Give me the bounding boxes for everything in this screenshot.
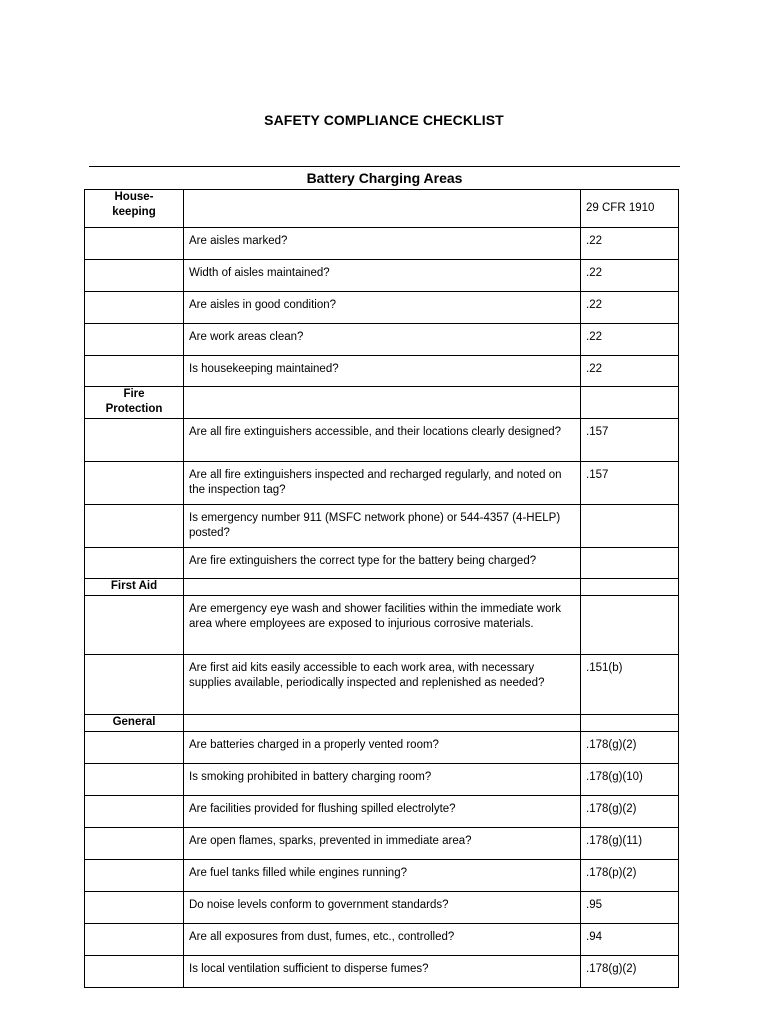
reference-cell <box>581 828 679 860</box>
table-row <box>85 924 679 956</box>
question-text: Are first aid kits easily accessible to each work area, with necessary supplies available, periodically inspected and replenished as needed? <box>189 662 545 689</box>
reference-cell <box>581 292 679 324</box>
table-row <box>85 579 679 596</box>
reference-cell <box>581 462 679 505</box>
table-row <box>85 796 679 828</box>
category-cell <box>85 924 184 956</box>
reference-cell <box>581 924 679 956</box>
category-cell <box>85 387 184 419</box>
category-cell <box>85 828 184 860</box>
question-text: Are all fire extinguishers inspected and recharged regularly, and noted on the inspection tag? <box>189 469 562 496</box>
reference-text: .22 <box>586 235 602 247</box>
question-text: Are all fire extinguishers accessible, and their locations clearly designed? <box>189 426 562 438</box>
category-cell <box>85 356 184 387</box>
reference-text: .178(g)(10) <box>586 771 643 783</box>
category-label: House- keeping <box>112 191 156 218</box>
question-cell <box>184 715 581 732</box>
question-text: Is housekeeping maintained? <box>189 363 339 375</box>
table-row <box>85 190 679 228</box>
question-cell <box>184 579 581 596</box>
question-text: Are facilities provided for flushing spilled electrolyte? <box>189 803 456 815</box>
reference-cell <box>581 596 679 655</box>
question-cell <box>184 292 581 324</box>
reference-cell <box>581 764 679 796</box>
category-cell <box>85 715 184 732</box>
question-text: Are all exposures from dust, fumes, etc., controlled? <box>189 931 455 943</box>
question-cell <box>184 505 581 548</box>
question-cell <box>184 190 581 228</box>
reference-cell <box>581 860 679 892</box>
reference-text: .22 <box>586 267 602 279</box>
table-row <box>85 828 679 860</box>
category-cell <box>85 956 184 988</box>
reference-text: .22 <box>586 363 602 375</box>
question-cell <box>184 387 581 419</box>
table-row <box>85 292 679 324</box>
question-text: Are aisles marked? <box>189 235 288 247</box>
reference-cell <box>581 548 679 579</box>
reference-cell <box>581 892 679 924</box>
question-cell <box>184 260 581 292</box>
table-row <box>85 260 679 292</box>
table-row <box>85 596 679 655</box>
table-row <box>85 860 679 892</box>
table-row <box>85 462 679 505</box>
reference-cell <box>581 796 679 828</box>
reference-text: .22 <box>586 299 602 311</box>
table-row <box>85 419 679 462</box>
question-text: Are work areas clean? <box>189 331 304 343</box>
checklist-table <box>84 189 679 988</box>
section-subtitle: Battery Charging Areas <box>306 170 463 186</box>
reference-cell <box>581 419 679 462</box>
table-row <box>85 655 679 715</box>
reference-cell <box>581 190 679 228</box>
question-text: Is smoking prohibited in battery charging room? <box>189 771 432 783</box>
reference-text: .95 <box>586 899 602 911</box>
question-cell <box>184 324 581 356</box>
reference-cell <box>581 324 679 356</box>
question-cell <box>184 860 581 892</box>
reference-cell <box>581 260 679 292</box>
reference-cell <box>581 505 679 548</box>
table-row <box>85 548 679 579</box>
reference-text: .178(g)(2) <box>586 963 637 975</box>
reference-text: .22 <box>586 331 602 343</box>
category-cell <box>85 764 184 796</box>
reference-text: .178(g)(2) <box>586 803 637 815</box>
reference-cell <box>581 956 679 988</box>
reference-text: .178(p)(2) <box>586 867 637 879</box>
question-text: Are batteries charged in a properly vented room? <box>189 739 439 751</box>
table-row <box>85 892 679 924</box>
document-title: SAFETY COMPLIANCE CHECKLIST <box>264 112 504 128</box>
reference-text: .178(g)(11) <box>586 835 643 847</box>
question-cell <box>184 828 581 860</box>
table-row <box>85 324 679 356</box>
reference-cell <box>581 387 679 419</box>
category-cell <box>85 655 184 715</box>
reference-cell <box>581 228 679 260</box>
category-cell <box>85 796 184 828</box>
category-label: First Aid <box>110 580 158 592</box>
table-row <box>85 732 679 764</box>
question-cell <box>184 924 581 956</box>
question-cell <box>184 655 581 715</box>
question-cell <box>184 548 581 579</box>
reference-cell <box>581 715 679 732</box>
category-cell <box>85 505 184 548</box>
question-cell <box>184 596 581 655</box>
question-cell <box>184 228 581 260</box>
question-cell <box>184 892 581 924</box>
question-text: Are fuel tanks filled while engines running? <box>189 867 407 879</box>
question-text: Is local ventilation sufficient to disperse fumes? <box>189 963 429 975</box>
category-cell <box>85 596 184 655</box>
question-text: Is emergency number 911 (MSFC network phone) or 544-4357 (4-HELP) posted? <box>189 512 561 539</box>
table-row <box>85 764 679 796</box>
category-cell <box>85 324 184 356</box>
category-cell <box>85 732 184 764</box>
reference-text: .94 <box>586 931 602 943</box>
question-cell <box>184 956 581 988</box>
table-row <box>85 505 679 548</box>
title-divider <box>89 166 680 167</box>
table-row <box>85 387 679 419</box>
reference-cell <box>581 655 679 715</box>
category-cell <box>85 462 184 505</box>
category-cell <box>85 892 184 924</box>
reference-text: .157 <box>586 426 609 438</box>
question-cell <box>184 419 581 462</box>
reference-cell <box>581 579 679 596</box>
table-row <box>85 356 679 387</box>
category-label: Fire Protection <box>105 388 163 415</box>
question-text: Width of aisles maintained? <box>189 267 330 279</box>
question-cell <box>184 796 581 828</box>
question-cell <box>184 732 581 764</box>
question-cell <box>184 462 581 505</box>
category-cell <box>85 260 184 292</box>
question-cell <box>184 764 581 796</box>
table-row <box>85 715 679 732</box>
category-cell <box>85 292 184 324</box>
question-text: Do noise levels conform to government standards? <box>189 899 449 911</box>
table-row <box>85 228 679 260</box>
category-cell <box>85 860 184 892</box>
question-cell <box>184 356 581 387</box>
reference-text: .157 <box>586 469 609 481</box>
category-cell <box>85 548 184 579</box>
reference-header: 29 CFR 1910 <box>586 202 655 214</box>
category-cell <box>85 190 184 228</box>
question-text: Are emergency eye wash and shower facilities within the immediate work area where employees are exposed to injurious corrosive materials. <box>189 603 561 630</box>
category-cell <box>85 419 184 462</box>
question-text: Are fire extinguishers the correct type for the battery being charged? <box>189 555 537 567</box>
reference-cell <box>581 356 679 387</box>
category-cell <box>85 228 184 260</box>
reference-text: .151(b) <box>586 662 623 674</box>
question-text: Are aisles in good condition? <box>189 299 337 311</box>
category-label: General <box>112 716 156 728</box>
table-row <box>85 956 679 988</box>
reference-cell <box>581 732 679 764</box>
reference-text: .178(g)(2) <box>586 739 637 751</box>
question-text: Are open flames, sparks, prevented in immediate area? <box>189 835 472 847</box>
category-cell <box>85 579 184 596</box>
